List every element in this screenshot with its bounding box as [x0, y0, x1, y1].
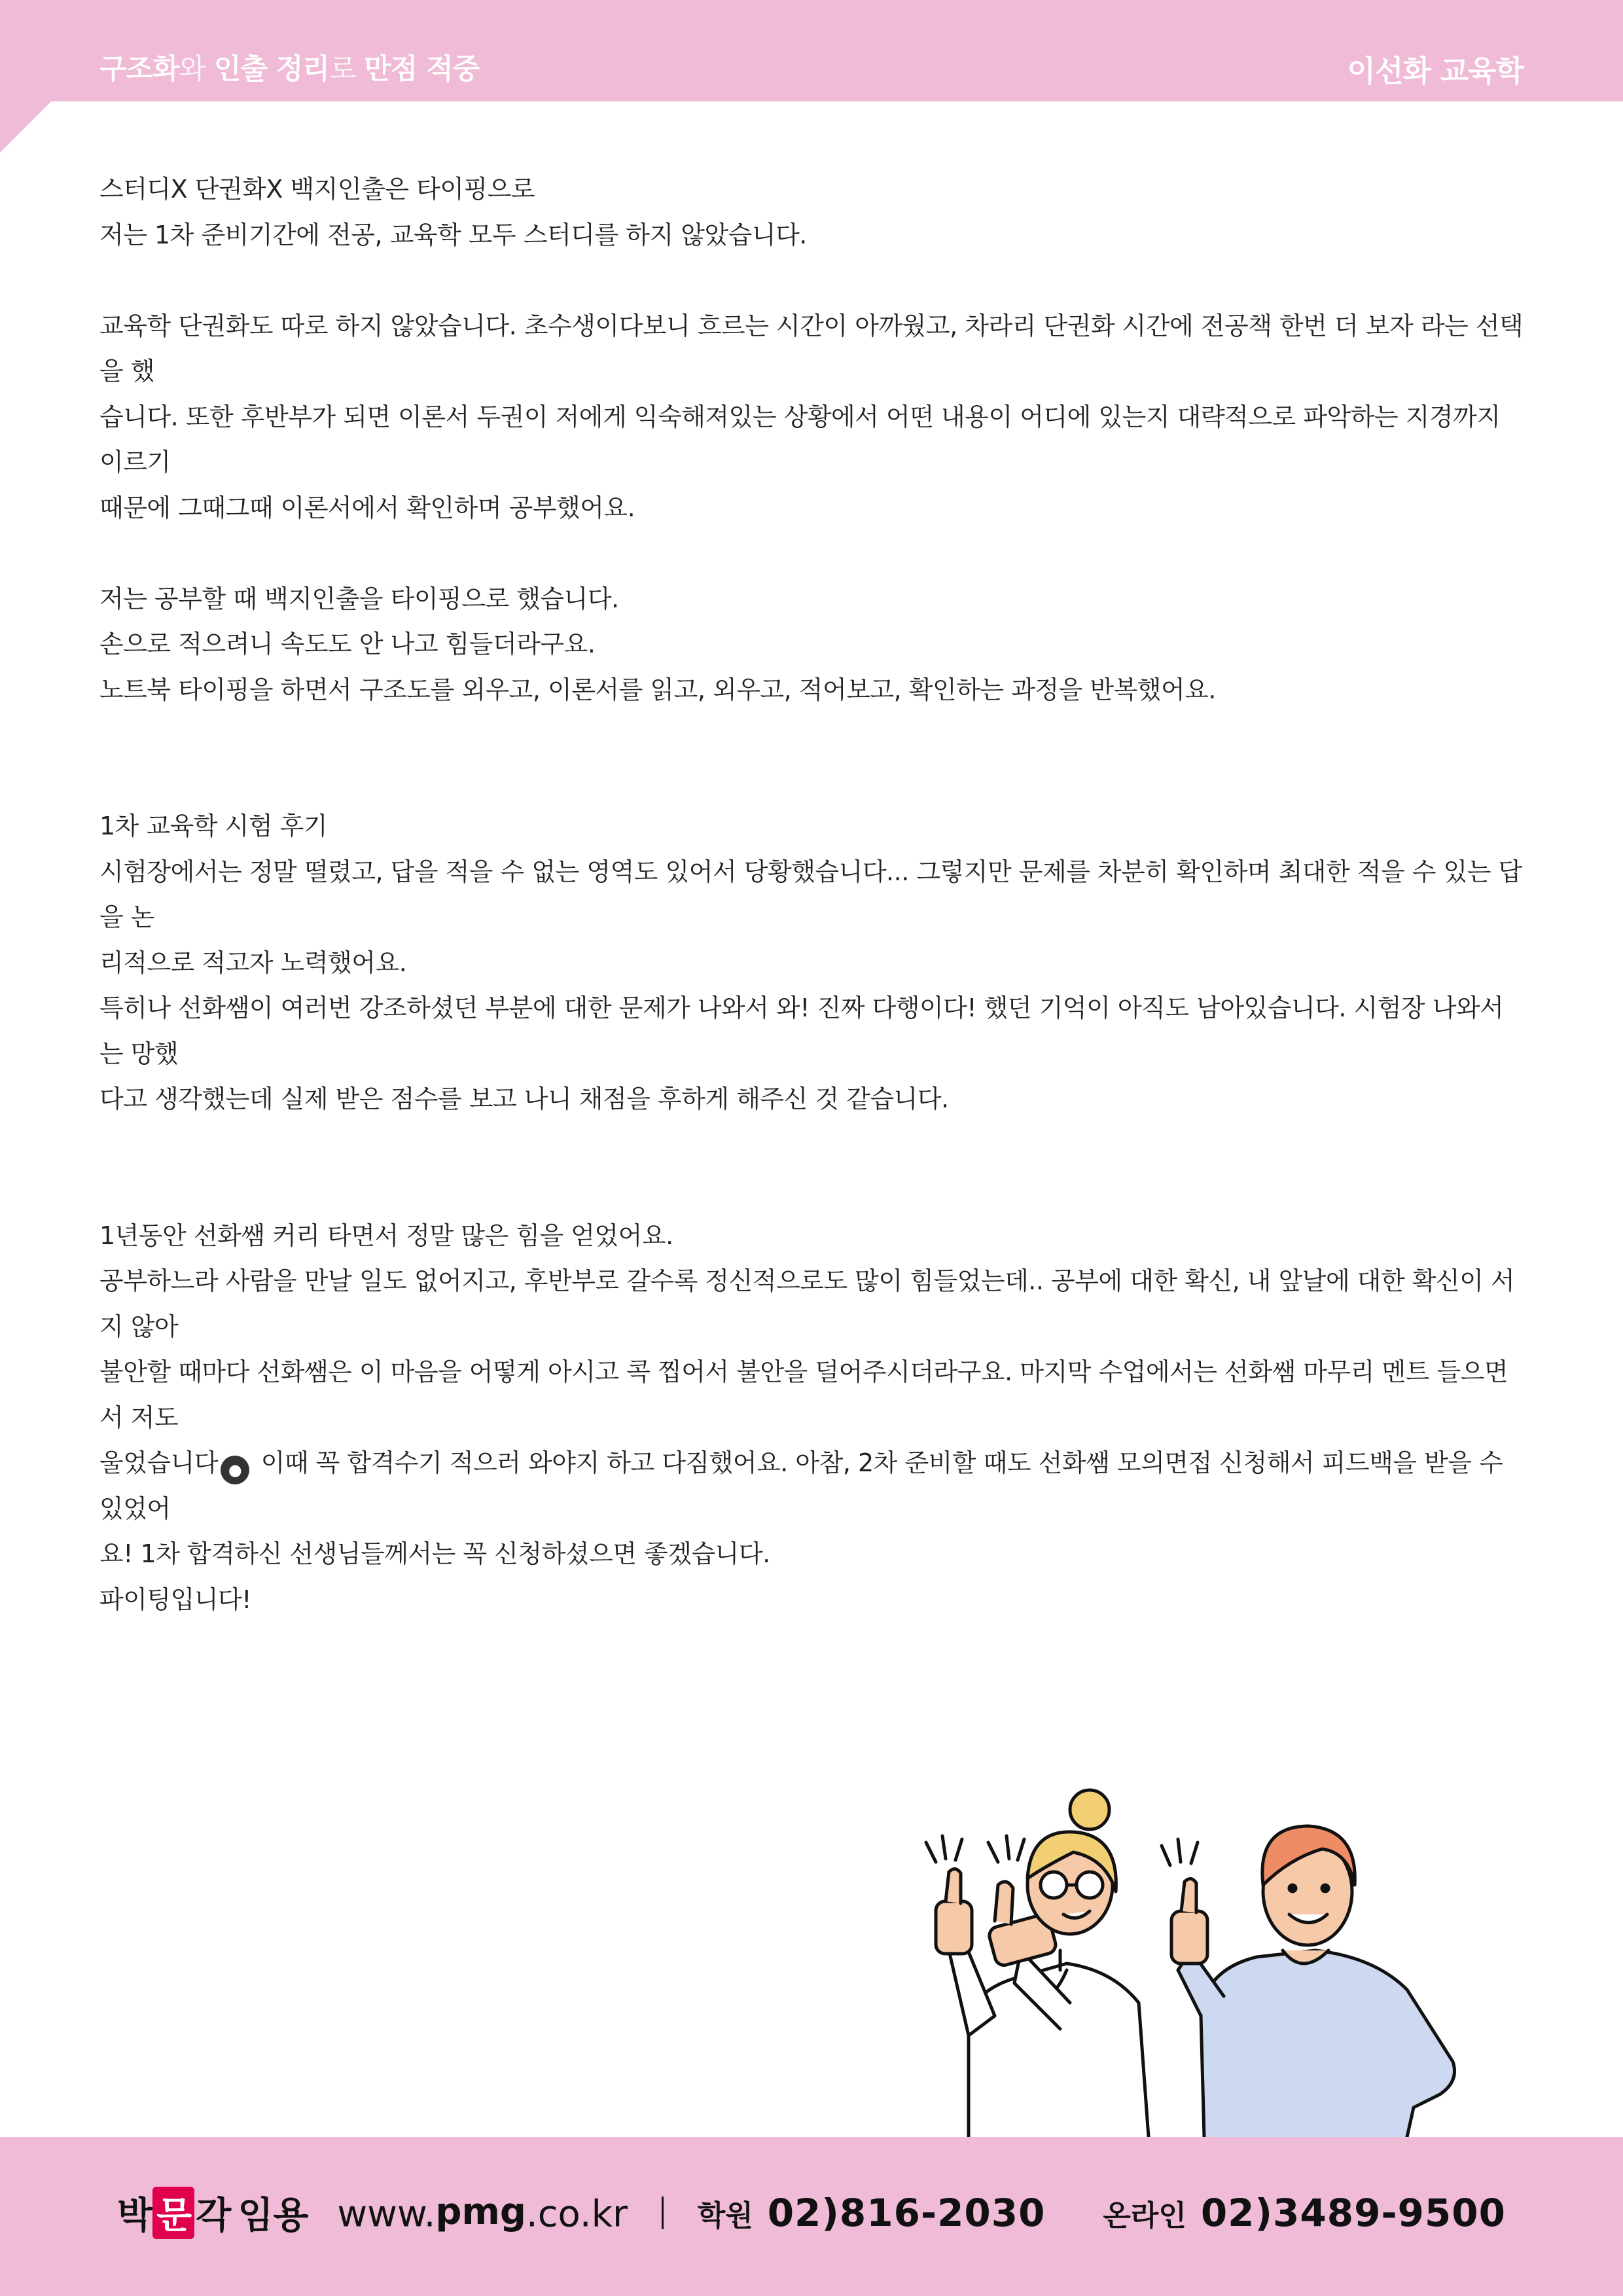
- body-line: 저는 공부할 때 백지인출을 타이핑으로 했습니다.: [99, 584, 619, 613]
- url-part: pmg: [435, 2190, 526, 2233]
- header-slogan: [99, 47, 479, 87]
- body-line: 교육학 단권화도 따로 하지 않았습니다. 초수생이다보니 흐르는 시간이 아까웠고, 차라리 단권화 시간에 전공책 한번 더 보자 라는 선택을 했: [99, 311, 1524, 386]
- body-line: 노트북 타이핑을 하면서 구조도를 외우고, 이론서를 읽고, 외우고, 적어보고, 확인하는 과정을 반복했어요.: [99, 675, 1217, 704]
- footer-contact: [0, 2187, 1623, 2239]
- website-url[interactable]: [337, 2190, 628, 2236]
- logo-subtitle: 임용: [238, 2195, 309, 2237]
- thumbs-up-characters-illustration: [890, 1754, 1518, 2147]
- header-bar: [0, 0, 1623, 101]
- body-line: 공부하느라 사람을 만날 일도 없어지고, 후반부로 갈수록 정신적으로도 많이 힘들었는데.. 공부에 대한 확신, 내 앞날에 대한 확신이 서지 않아: [99, 1266, 1515, 1341]
- header-tab-corner: [0, 101, 51, 152]
- review-body: [99, 167, 1524, 1623]
- body-line: 불안할 때마다 선화쌤은 이 마음을 어떻게 아시고 콕 찝어서 불안을 덜어주시더라구요. 마지막 수업에서는 선화쌤 마무리 멘트 들으면서 저도: [99, 1357, 1508, 1432]
- body-line: 습니다. 또한 후반부가 되면 이론서 두권이 저에게 익숙해져있는 상황에서 어떤 내용이 어디에 있는지 대략적으로 파악하는 지경까지 이르기: [99, 402, 1501, 476]
- crying-face-icon: ●: [221, 1456, 249, 1484]
- slogan-part: 와: [179, 53, 214, 86]
- body-line: 저는 1차 준비기간에 전공, 교육학 모두 스터디를 하지 않았습니다.: [99, 220, 807, 249]
- body-line: 특히나 선화쌤이 여러번 강조하셨던 부분에 대한 문제가 나와서 와! 진짜 다행이다! 했던 기억이 아직도 남아있습니다. 시험장 나와서는 망했: [99, 994, 1504, 1068]
- body-line: 다고 생각했는데 실제 받은 점수를 보고 나니 채점을 후하게 해주신 것 같습니다.: [99, 1085, 949, 1113]
- slogan-part: 인출 정리: [213, 53, 329, 86]
- logo-mark: 문: [152, 2187, 194, 2239]
- footer-bar: [0, 2137, 1623, 2296]
- slogan-part: 만점 적중: [364, 53, 480, 86]
- woman-figure: [926, 1790, 1149, 2137]
- online-phone: 02)3489-9500: [1200, 2191, 1506, 2235]
- body-line: 때문에 그때그때 이론서에서 확인하며 공부했어요.: [99, 493, 635, 522]
- slogan-part: 로: [329, 53, 365, 86]
- online-phone-label: 온라인: [1103, 2199, 1186, 2233]
- body-line: 1년동안 선화쌤 커리 타면서 정말 많은 힘을 얻었어요.: [99, 1221, 673, 1250]
- header-brand: 이선화 교육학: [1347, 54, 1524, 88]
- slogan-part: 구조화: [99, 53, 179, 86]
- body-line: [99, 1441, 1524, 1532]
- logo-text: 각: [196, 2195, 230, 2237]
- academy-phone-label: 학원: [697, 2199, 753, 2233]
- url-part: .co.kr: [526, 2193, 628, 2236]
- logo-text: 박: [117, 2195, 152, 2237]
- body-text: 울었습니다: [99, 1448, 219, 1477]
- body-line: 리적으로 적고자 노력했어요.: [99, 948, 407, 977]
- divider: [662, 2197, 664, 2229]
- section-heading: 1차 교육학 시험 후기: [99, 812, 328, 840]
- body-line: 스터디X 단권화X 백지인출은 타이핑으로: [99, 175, 535, 204]
- body-line: 시험장에서는 정말 떨렸고, 답을 적을 수 없는 영역도 있어서 당황했습니다... 그렇지만 문제를 차분히 확인하며 최대한 적을 수 있는 답을 논: [99, 857, 1522, 931]
- publisher-logo: [117, 2189, 230, 2237]
- body-text: 이때 꼭 합격수기 적으러 와야지 하고 다짐했어요. 아참, 2차 준비할 때도 선화쌤 모의면접 신청해서 피드백을 받을 수 있었어: [99, 1448, 1503, 1523]
- body-line: 요! 1차 합격하신 선생님들께서는 꼭 신청하셨으면 좋겠습니다.: [99, 1539, 770, 1568]
- man-figure: [1162, 1826, 1455, 2137]
- academy-phone: 02)816-2030: [767, 2191, 1046, 2235]
- body-line: 파이팅입니다!: [99, 1585, 251, 1614]
- url-part: www.: [337, 2193, 436, 2236]
- body-line: 손으로 적으려니 속도도 안 나고 힘들더라구요.: [99, 630, 596, 658]
